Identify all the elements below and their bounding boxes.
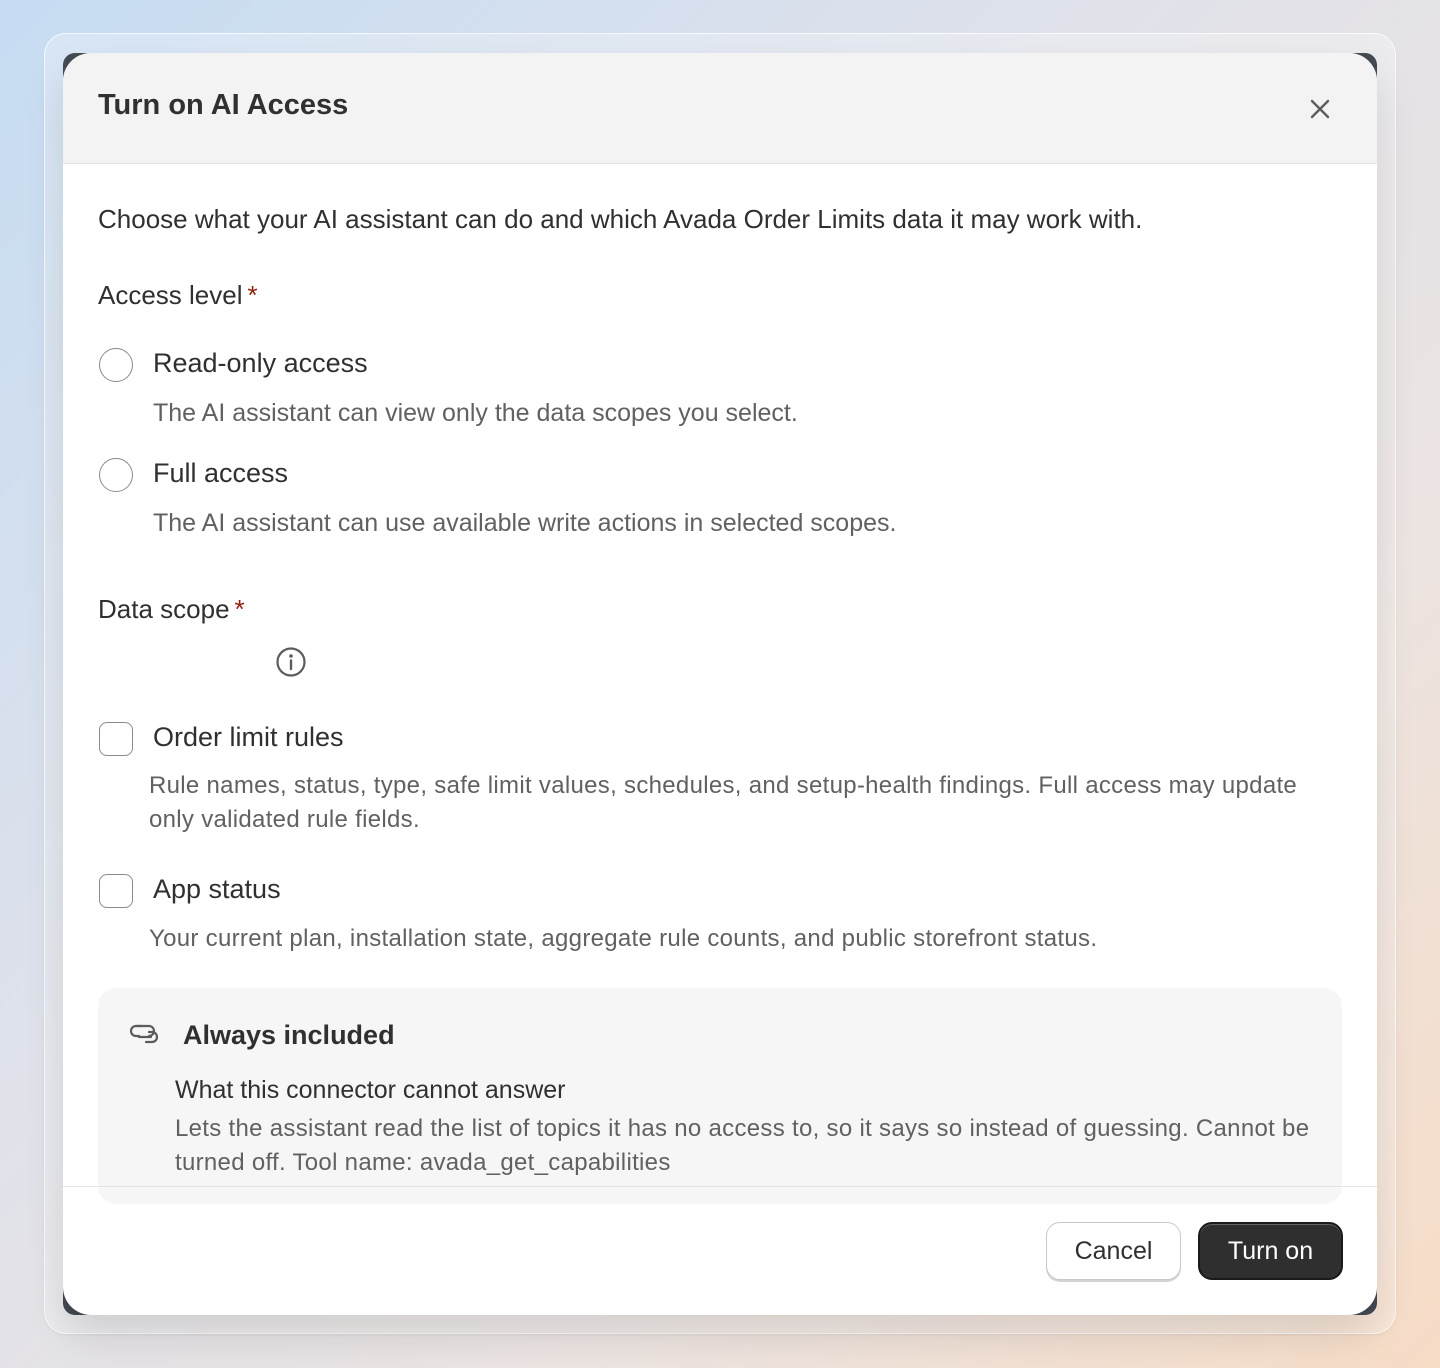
checkbox-order-limit-rules[interactable] xyxy=(99,722,133,756)
modal-header xyxy=(63,53,1377,164)
close-button[interactable] xyxy=(1303,92,1337,126)
always-included-subtitle: What this connector cannot answer xyxy=(175,1076,566,1104)
required-marker: * xyxy=(234,594,245,624)
data-scope-text: Data scope xyxy=(98,594,230,624)
close-icon xyxy=(1309,98,1331,120)
ai-access-modal xyxy=(63,53,1377,1315)
radio-full-access[interactable] xyxy=(99,458,133,492)
checkbox-order-limit-rules-label[interactable]: Order limit rules xyxy=(153,722,344,752)
always-included-title: Always included xyxy=(183,1020,395,1050)
radio-read-only-description: The AI assistant can view only the data scopes you select. xyxy=(153,399,798,427)
cancel-button[interactable]: Cancel xyxy=(1046,1222,1181,1280)
always-included-description: Lets the assistant read the list of topics it has no access to, so it says so instead of guessing. Cannot be turned off. Tool name: avada_get_capabilities xyxy=(175,1115,1310,1176)
always-included-panel xyxy=(98,988,1342,1204)
footer-divider xyxy=(63,1186,1377,1187)
link-icon xyxy=(128,1018,160,1050)
checkbox-app-status[interactable] xyxy=(99,874,133,908)
access-level-label xyxy=(98,280,258,311)
radio-read-only[interactable] xyxy=(99,348,133,382)
radio-full-access-description: The AI assistant can use available write actions in selected scopes. xyxy=(153,509,897,537)
turn-on-button[interactable]: Turn on xyxy=(1198,1222,1343,1280)
modal-title: Turn on AI Access xyxy=(98,89,349,121)
access-level-text: Access level xyxy=(98,280,243,310)
radio-full-access-label[interactable]: Full access xyxy=(153,458,289,488)
required-marker: * xyxy=(247,280,258,310)
modal-intro: Choose what your AI assistant can do and which Avada Order Limits data it may work with. xyxy=(98,204,1143,234)
data-scope-label xyxy=(98,594,245,625)
checkbox-order-limit-rules-description: Rule names, status, type, safe limit values, schedules, and setup-health findings. Full access may update only validated rule fields. xyxy=(149,772,1298,833)
checkbox-app-status-label[interactable]: App status xyxy=(153,874,281,904)
radio-read-only-label[interactable]: Read-only access xyxy=(153,348,368,378)
info-icon[interactable] xyxy=(275,646,307,678)
checkbox-app-status-description: Your current plan, installation state, aggregate rule counts, and public storefront status. xyxy=(149,925,1098,952)
